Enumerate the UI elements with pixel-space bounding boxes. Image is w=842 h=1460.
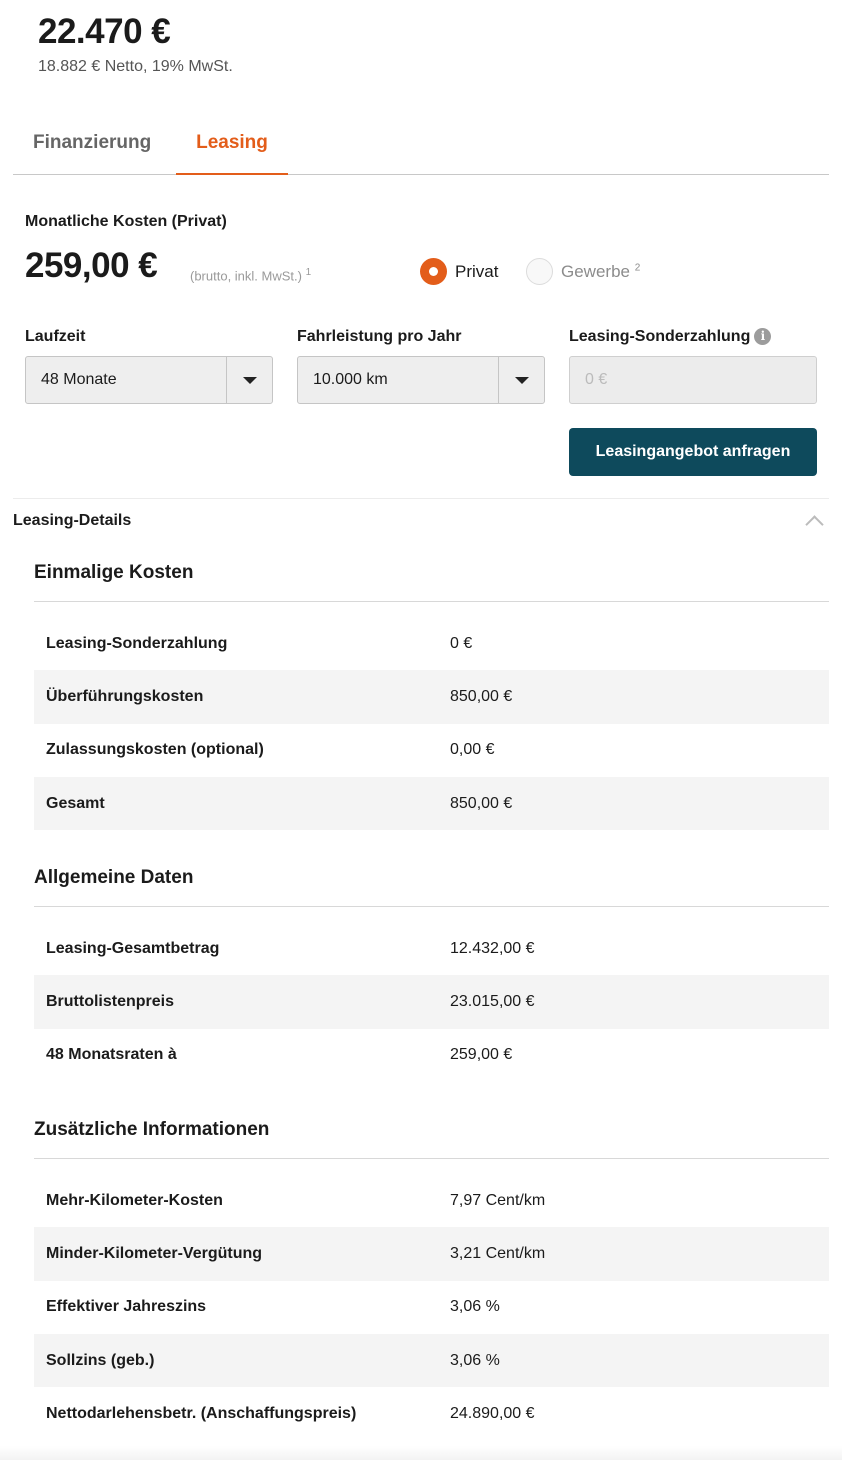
row-value: 850,00 € bbox=[450, 687, 513, 705]
term-select[interactable] bbox=[25, 356, 273, 404]
table-row bbox=[34, 1029, 829, 1082]
row-value: 3,06 % bbox=[450, 1351, 500, 1369]
mileage-label: Fahrleistung pro Jahr bbox=[297, 328, 462, 345]
section-divider bbox=[34, 601, 829, 602]
row-label: Zulassungskosten (optional) bbox=[46, 741, 264, 759]
section-divider bbox=[34, 1158, 829, 1159]
row-label: Gesamt bbox=[46, 794, 105, 812]
row-value: 259,00 € bbox=[450, 1046, 513, 1064]
table-row bbox=[34, 617, 829, 670]
bottom-shadow bbox=[0, 1446, 842, 1460]
row-label: Sollzins (geb.) bbox=[46, 1351, 155, 1369]
section-divider bbox=[34, 906, 829, 907]
radio-gewerbe[interactable] bbox=[526, 258, 553, 285]
row-value: 3,21 Cent/km bbox=[450, 1244, 546, 1262]
monthly-cost-label: Monatliche Kosten (Privat) bbox=[25, 213, 227, 230]
tab-leasing[interactable]: Leasing bbox=[176, 132, 288, 175]
table-row bbox=[34, 1174, 829, 1227]
section-title-general-data: Allgemeine Daten bbox=[34, 867, 194, 888]
row-label: Minder-Kilometer-Vergütung bbox=[46, 1244, 263, 1262]
info-icon[interactable]: i bbox=[754, 328, 771, 345]
down-payment-input[interactable] bbox=[569, 356, 817, 404]
footnote-ref-1: 1 bbox=[305, 267, 312, 278]
table-row bbox=[34, 1334, 829, 1387]
monthly-cost-amount: 259,00 € bbox=[25, 246, 158, 285]
table-row bbox=[34, 670, 829, 723]
row-label: Leasing-Gesamtbetrag bbox=[46, 939, 220, 957]
radio-privat[interactable] bbox=[420, 258, 447, 285]
monthly-cost-note bbox=[190, 267, 311, 283]
general-data-table bbox=[34, 922, 829, 1082]
row-value: 23.015,00 € bbox=[450, 992, 535, 1010]
vehicle-price: 22.470 € bbox=[38, 12, 171, 51]
row-value: 0,00 € bbox=[450, 741, 495, 759]
payment-tabs bbox=[13, 128, 829, 175]
row-label: Bruttolistenpreis bbox=[46, 992, 175, 1010]
row-value: 850,00 € bbox=[450, 794, 513, 812]
section-title-additional-info: Zusätzliche Informationen bbox=[34, 1119, 270, 1140]
row-value: 3,06 % bbox=[450, 1298, 500, 1316]
table-row bbox=[34, 1227, 829, 1280]
table-row bbox=[34, 975, 829, 1028]
radio-label-gewerbe-text: Gewerbe bbox=[561, 262, 630, 281]
row-label: Nettodarlehensbetr. (Anschaffungspreis) bbox=[46, 1404, 357, 1422]
table-row bbox=[34, 922, 829, 975]
request-leasing-offer-button[interactable]: Leasingangebot anfragen bbox=[569, 428, 817, 476]
table-row bbox=[34, 1281, 829, 1334]
row-label: 48 Monatsraten à bbox=[46, 1046, 177, 1064]
term-label: Laufzeit bbox=[25, 328, 86, 345]
down-payment-label bbox=[569, 328, 771, 346]
down-payment-label-text: Leasing-Sonderzahlung bbox=[569, 328, 751, 345]
leasing-details-title: Leasing-Details bbox=[13, 512, 132, 529]
term-select-value: 48 Monate bbox=[41, 371, 117, 388]
one-time-costs-table bbox=[34, 617, 829, 830]
row-label: Mehr-Kilometer-Kosten bbox=[46, 1191, 223, 1209]
row-label: Effektiver Jahreszins bbox=[46, 1298, 207, 1316]
radio-label-privat[interactable]: Privat bbox=[455, 262, 499, 281]
monthly-note-text: (brutto, inkl. MwSt.) bbox=[190, 268, 302, 284]
row-value: 24.890,00 € bbox=[450, 1404, 535, 1422]
table-row bbox=[34, 777, 829, 830]
mileage-select-value: 10.000 km bbox=[313, 371, 388, 388]
chevron-up-icon[interactable] bbox=[805, 515, 823, 533]
additional-info-table bbox=[34, 1174, 829, 1441]
divider bbox=[13, 498, 829, 499]
mileage-select[interactable] bbox=[297, 356, 545, 404]
row-value: 7,97 Cent/km bbox=[450, 1191, 546, 1209]
chevron-down-icon[interactable] bbox=[498, 357, 544, 403]
section-title-one-time-costs: Einmalige Kosten bbox=[34, 562, 194, 583]
table-row bbox=[34, 724, 829, 777]
row-label: Überführungskosten bbox=[46, 687, 204, 705]
leasing-details-toggle[interactable] bbox=[13, 512, 829, 536]
tab-finanzierung[interactable]: Finanzierung bbox=[33, 132, 152, 153]
table-row bbox=[34, 1387, 829, 1440]
row-value: 0 € bbox=[450, 634, 473, 652]
row-label: Leasing-Sonderzahlung bbox=[46, 634, 228, 652]
chevron-down-icon[interactable] bbox=[226, 357, 272, 403]
footnote-ref-2: 2 bbox=[634, 262, 641, 274]
row-value: 12.432,00 € bbox=[450, 939, 535, 957]
radio-label-gewerbe[interactable] bbox=[561, 262, 640, 282]
vehicle-price-net: 18.882 € Netto, 19% MwSt. bbox=[38, 58, 233, 75]
